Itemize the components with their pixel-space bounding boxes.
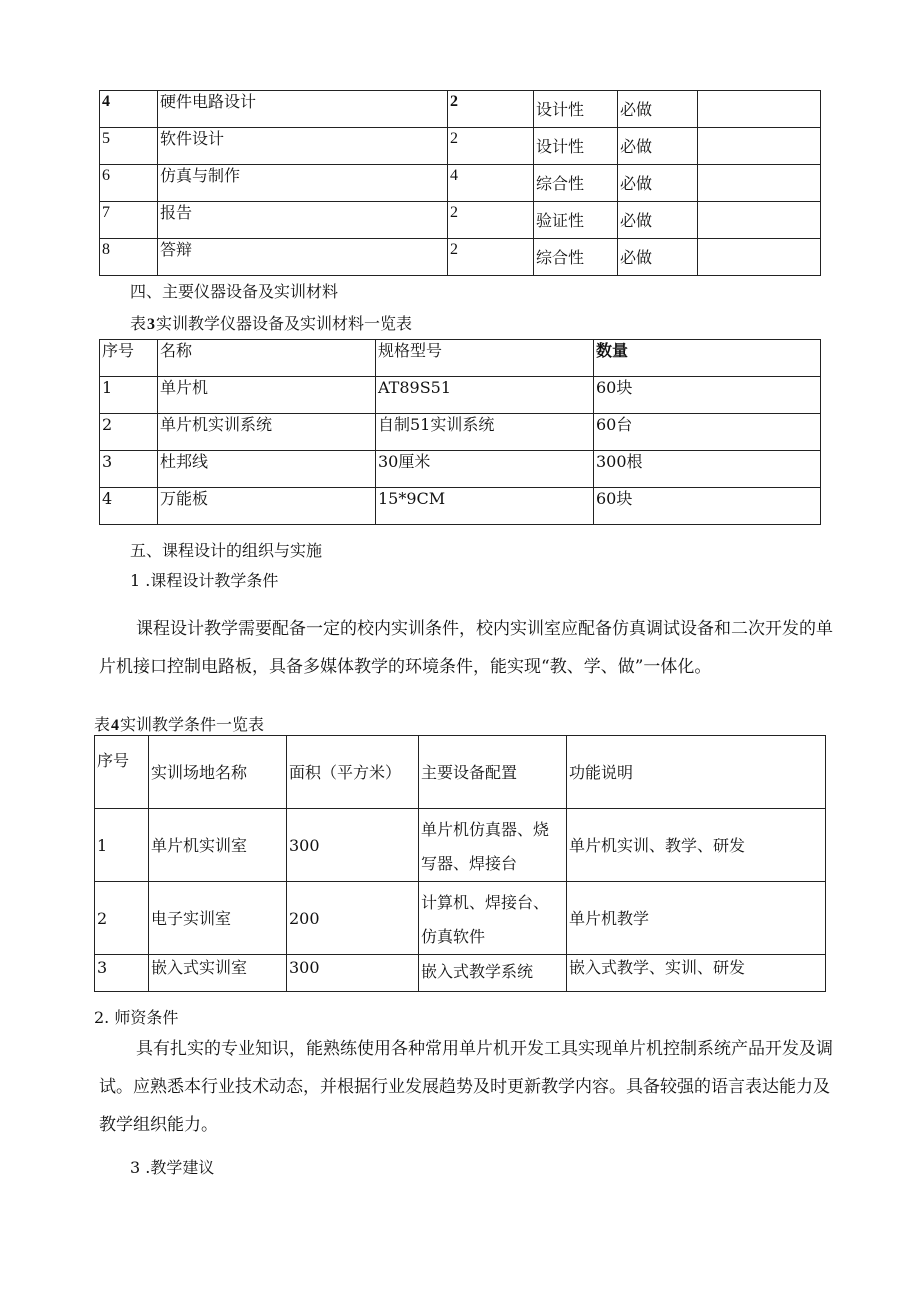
hours: 2 <box>448 128 534 165</box>
requirement: 必做 <box>618 239 698 276</box>
para1-line2: 片机接口控制电路板，具备多媒体教学的环境条件，能实现“教、学、做”一体化。 <box>99 657 712 677</box>
table3-row <box>100 488 821 525</box>
para2-line1: 具有扎实的专业知识，能熟练使用各种常用单片机开发工具实现单片机控制系统产品开发及调 <box>136 1039 833 1059</box>
site-name: 嵌入式实训室 <box>149 955 287 992</box>
item-type: 验证性 <box>534 202 618 239</box>
requirement: 必做 <box>618 165 698 202</box>
table3-cell: 单片机 <box>158 377 376 414</box>
table4-header-cell: 功能说明 <box>567 736 826 809</box>
item-name: 答辩 <box>158 239 448 276</box>
area: 200 <box>287 882 419 955</box>
table3-cell: 60块 <box>594 377 821 414</box>
para2-line3: 教学组织能力。 <box>99 1115 218 1135</box>
table4-row <box>95 809 826 882</box>
paragraph-faculty <box>99 1030 839 1144</box>
table3-cell: 3 <box>100 451 158 488</box>
function-desc: 嵌入式教学、实训、研发 <box>567 955 826 992</box>
requirement: 必做 <box>618 91 698 128</box>
table2-row <box>100 91 821 128</box>
item-name: 报告 <box>158 202 448 239</box>
table3-header-cell: 名称 <box>158 340 376 377</box>
row-number: 5 <box>100 128 158 165</box>
hours: 4 <box>448 165 534 202</box>
table3-header-cell: 数量 <box>594 340 821 377</box>
table4-row <box>95 955 826 992</box>
table3-cell: 单片机实训系统 <box>158 414 376 451</box>
para2-line2: 试。应熟悉本行业技术动态，并根据行业发展趋势及时更新教学内容。具备较强的语言表达能力及 <box>99 1077 830 1097</box>
table4-caption <box>94 712 264 735</box>
table3-row <box>100 414 821 451</box>
table3-cell: 自制51实训系统 <box>376 414 594 451</box>
para1-line1: 课程设计教学需要配备一定的校内实训条件，校内实训室应配备仿真调试设备和二次开发的单 <box>136 619 833 639</box>
row-number: 8 <box>100 239 158 276</box>
table3-cell: 1 <box>100 377 158 414</box>
caption-num: 4 <box>111 717 120 734</box>
function-desc: 单片机教学 <box>567 882 826 955</box>
item-name: 硬件电路设计 <box>158 91 448 128</box>
equipment <box>419 809 567 882</box>
table4-header-cell: 序号 <box>95 736 149 809</box>
table3 <box>99 339 821 525</box>
table4-header-cell: 面积（平方米） <box>287 736 419 809</box>
caption-prefix: 表 <box>94 715 111 734</box>
requirement: 必做 <box>618 202 698 239</box>
table2-row <box>100 165 821 202</box>
table3-header-cell: 规格型号 <box>376 340 594 377</box>
table3-row <box>100 377 821 414</box>
site-name: 单片机实训室 <box>149 809 287 882</box>
note <box>698 128 821 165</box>
equipment <box>419 955 567 992</box>
table3-header-row <box>100 340 821 377</box>
table3-cell: 60块 <box>594 488 821 525</box>
caption-prefix: 表 <box>130 314 147 333</box>
subsection3-heading: 3 .教学建议 <box>130 1158 215 1177</box>
table2-row <box>100 239 821 276</box>
table4-header-cell: 实训场地名称 <box>149 736 287 809</box>
note <box>698 91 821 128</box>
item-name: 仿真与制作 <box>158 165 448 202</box>
table3-cell: AT89S51 <box>376 377 594 414</box>
row-number: 4 <box>100 91 158 128</box>
item-type: 设计性 <box>534 128 618 165</box>
equipment-line: 嵌入式教学系统 <box>421 962 534 981</box>
section4-heading: 四、主要仪器设备及实训材料 <box>130 282 339 301</box>
area: 300 <box>287 955 419 992</box>
table3-cell: 300根 <box>594 451 821 488</box>
row-number: 3 <box>95 955 149 992</box>
table3-caption <box>130 311 412 334</box>
row-number: 6 <box>100 165 158 202</box>
hours: 2 <box>448 239 534 276</box>
table3-cell: 4 <box>100 488 158 525</box>
caption-num: 3 <box>147 316 156 333</box>
table4-header-cell: 主要设备配置 <box>419 736 567 809</box>
table3-cell: 60台 <box>594 414 821 451</box>
table4 <box>94 735 826 992</box>
note <box>698 239 821 276</box>
equipment-line: 写器、焊接台 <box>421 854 518 873</box>
table3-cell: 万能板 <box>158 488 376 525</box>
table2-row <box>100 202 821 239</box>
item-type: 设计性 <box>534 91 618 128</box>
item-name: 软件设计 <box>158 128 448 165</box>
table3-header-cell: 序号 <box>100 340 158 377</box>
row-number: 7 <box>100 202 158 239</box>
row-number: 1 <box>95 809 149 882</box>
note <box>698 202 821 239</box>
subsection2-heading: 2. 师资条件 <box>94 1008 179 1027</box>
table3-cell: 杜邦线 <box>158 451 376 488</box>
equipment-line: 单片机仿真器、烧 <box>421 820 550 839</box>
table2-row <box>100 128 821 165</box>
table3-cell: 2 <box>100 414 158 451</box>
table3-row <box>100 451 821 488</box>
subsection1-heading: 1 .课程设计教学条件 <box>130 571 279 590</box>
item-type: 综合性 <box>534 165 618 202</box>
row-number: 2 <box>95 882 149 955</box>
paragraph-teaching-conditions <box>99 610 839 686</box>
table4-header-row <box>95 736 826 809</box>
requirement: 必做 <box>618 128 698 165</box>
site-name: 电子实训室 <box>149 882 287 955</box>
note <box>698 165 821 202</box>
section5-heading: 五、课程设计的组织与实施 <box>130 541 323 560</box>
table3-cell: 15*9CM <box>376 488 594 525</box>
table3-cell: 30厘米 <box>376 451 594 488</box>
table4-row <box>95 882 826 955</box>
item-type: 综合性 <box>534 239 618 276</box>
table2 <box>99 90 821 276</box>
caption-text: 实训教学仪器设备及实训材料一览表 <box>156 314 413 333</box>
caption-text: 实训教学条件一览表 <box>120 715 265 734</box>
area: 300 <box>287 809 419 882</box>
hours: 2 <box>448 91 534 128</box>
function-desc: 单片机实训、教学、研发 <box>567 809 826 882</box>
equipment-line: 仿真软件 <box>421 927 486 946</box>
equipment-line: 计算机、焊接台、 <box>421 893 550 912</box>
hours: 2 <box>448 202 534 239</box>
equipment <box>419 882 567 955</box>
